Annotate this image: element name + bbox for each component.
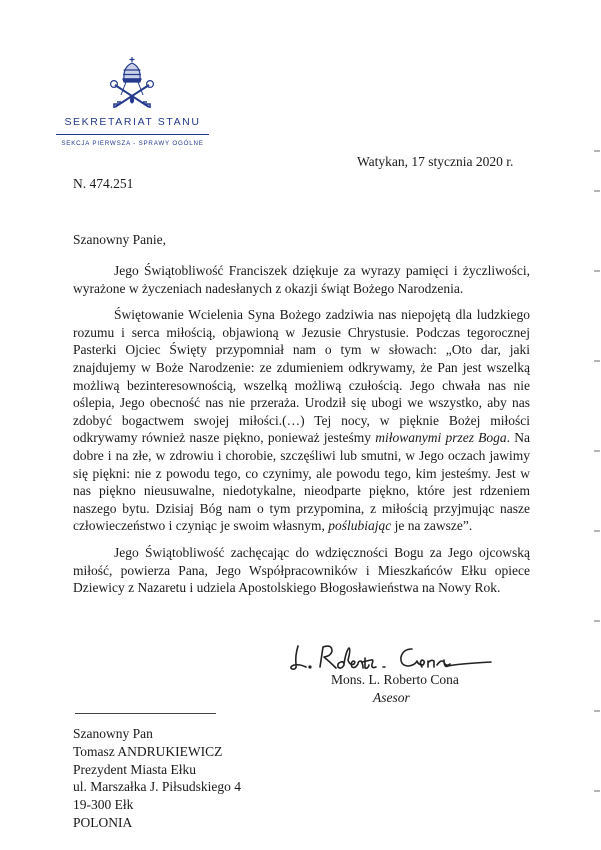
address-line: 19-300 Ełk xyxy=(73,797,134,813)
handwritten-signature xyxy=(286,640,498,674)
paragraph-text: . Na dobre i na złe, w zdrowiu i chorobie, szczęśliwi lub smutni, w Jego oczach jawimy się piękni: nie z powodu tego, co czynimy, ale powodu tego, kim jesteśmy. Jest w nas piękno nieusuwalne, niedotykalne, nieodparte piękno, które jest rdzeniem naszego bytu. Dzisiaj Bóg nam o tym przypomina, z miłością przyjmując nasze człowieczeństwo i czyniąc je swoim własnym, xyxy=(73,430,530,534)
recipient-address xyxy=(73,725,241,832)
scan-edge-marks xyxy=(594,150,600,840)
signer-role: Asesor xyxy=(373,690,410,705)
address-line: Szanowny Pan xyxy=(73,726,153,741)
body-paragraph xyxy=(73,544,530,597)
organization-section: SEKCJA PIERWSZA - SPRAWY OGÓLNE xyxy=(61,140,204,147)
address-line: POLONIA xyxy=(73,814,133,830)
address-line: Tomasz ANDRUKIEWICZ xyxy=(73,743,223,759)
signer-name: Mons. L. Roberto Cona xyxy=(331,672,459,687)
paragraph-text: je na zawsze”. xyxy=(391,518,473,534)
reference-number: N. 474.251 xyxy=(73,176,134,191)
body-paragraph xyxy=(73,306,530,535)
address-divider xyxy=(75,713,216,714)
italic-phrase: miłowanymi przez Boga xyxy=(375,430,507,446)
paragraph-text: Jego Świątobliwość Franciszek dziękuje za wyrazy pamięci i życzliwości, wyrażone w życzeniach nadesłanych z okazji świąt Bożego Narodzenia. xyxy=(73,263,530,296)
paragraph-text: Jego Świątobliwość zachęcając do wdzięczności Bogu za Jego ojcowską miłość, powierza Pana, Jego Współpracowników i Mieszkańców Ełku opiece Dziewicy z Nazaretu i udziela Apostolskiego Błogosławieństwa na Nowy Rok. xyxy=(73,544,530,596)
paragraph-text: Świętowanie Wcielenia Syna Bożego zadziwia nas niepojętą dla ludzkiego rozumu i serca miłością, objawioną w Jezusie Chrystusie. Podczas tegorocznej Pasterki Ojciec Święty przypomniał nam o tym w słowach: „Oto dar, jaki znajdujemy w Boże Narodzenie: ze zdumieniem odkrywamy, że Pan jest wszelką możliwą bezinteresownością, wszelką możliwą czułością. Jego chwała nas nie oślepia, Jego obecność nas nie przeraża. Urodził się ubogi we wszystko, aby nas zdobyć bogactwem swojej miłości.(…) Tej nocy, w pięknie Bożej miłości odkrywamy również nasze piękno, ponieważ jesteśmy xyxy=(73,307,530,446)
papal-keys-tiara-icon xyxy=(107,55,157,113)
dateline: Watykan, 17 stycznia 2020 r. xyxy=(357,154,514,169)
address-line: ul. Marszałka J. Piłsudskiego 4 xyxy=(73,779,241,795)
salutation: Szanowny Panie, xyxy=(73,232,166,247)
organization-name: SEKRETARIAT STANU xyxy=(64,116,201,128)
letter-body xyxy=(73,262,530,606)
body-paragraph xyxy=(73,262,530,297)
address-line: Prezydent Miasta Ełku xyxy=(73,761,196,777)
italic-phrase: poślubiając xyxy=(328,518,392,534)
letterhead-divider xyxy=(56,134,209,135)
